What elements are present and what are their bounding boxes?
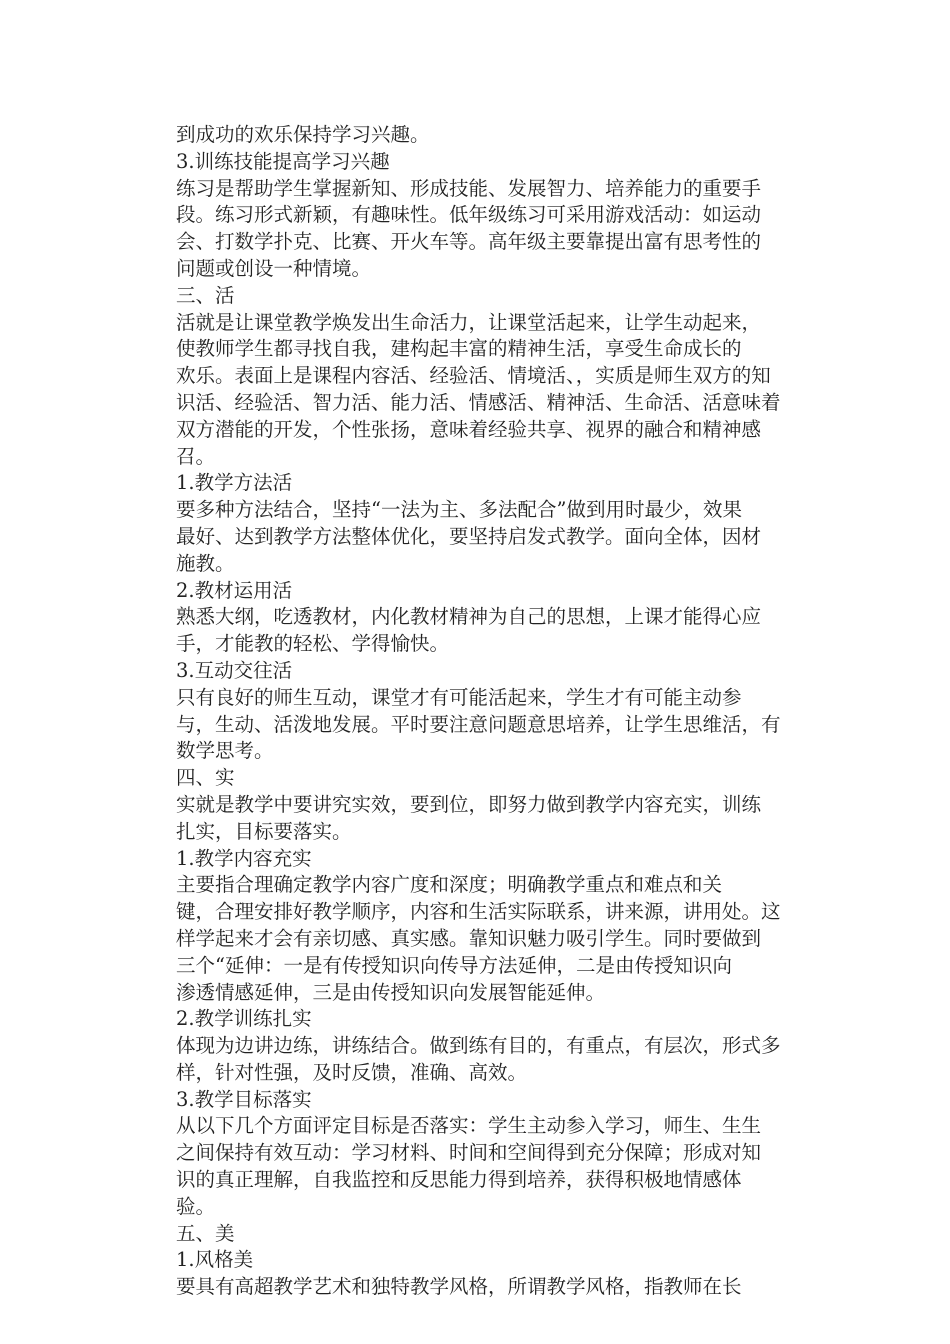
section-heading: 四、实 <box>176 766 235 790</box>
text-line: 三个“延伸：一是有传授知识向传导方法延伸，二是由传授知识向 <box>176 953 732 977</box>
section-heading: 1.教学方法活 <box>176 471 293 495</box>
section-heading: 3.训练技能提高学习兴趣 <box>176 149 390 173</box>
text-line: 识的真正理解，自我监控和反思能力得到培养，获得积极地情感体 <box>176 1168 742 1192</box>
text-line: 双方潜能的开发，个性张扬，意味着经验共享、视界的融合和精神感 <box>176 417 762 441</box>
text-line: 手，才能教的轻松、学得愉快。 <box>176 632 450 656</box>
section-heading: 三、活 <box>176 283 235 307</box>
section-heading: 2.教材运用活 <box>176 578 293 602</box>
section-heading: 2.教学训练扎实 <box>176 1007 312 1031</box>
text-line: 到成功的欢乐保持学习兴趣。 <box>176 123 430 146</box>
text-line: 识活、经验活、智力活、能力活、情感活、精神活、生命活、活意味着 <box>176 390 781 414</box>
text-line: 数学思考。 <box>176 739 274 763</box>
text-line: 要多种方法结合，坚持“一法为主、多法配合”做到用时最少，效果 <box>176 498 742 522</box>
text-line: 施教。 <box>176 551 235 575</box>
text-line: 体现为边讲边练，讲练结合。做到练有目的，有重点，有层次，形式多 <box>176 1034 781 1058</box>
text-line: 使教师学生都寻找自我，建构起丰富的精神生活，享受生命成长的 <box>176 337 742 361</box>
text-line: 召。 <box>176 444 216 468</box>
text-line: 段。练习形式新颖，有趣味性。低年级练习可采用游戏活动：如运动 <box>176 203 762 227</box>
text-line: 要具有高超教学艺术和独特教学风格，所谓教学风格，指教师在长 <box>176 1275 742 1299</box>
section-heading: 1.教学内容充实 <box>176 846 312 870</box>
text-line: 扎实，目标要落实。 <box>176 819 352 843</box>
text-line: 练习是帮助学生掌握新知、形成技能、发展智力、培养能力的重要手 <box>176 176 762 200</box>
text-line: 样，针对性强，及时反馈，准确、高效。 <box>176 1060 528 1084</box>
text-line: 活就是让课堂教学焕发出生命活力，让课堂活起来，让学生动起来， <box>176 310 762 334</box>
section-heading: 五、美 <box>176 1221 235 1245</box>
text-line: 主要指合理确定教学内容广度和深度；明确教学重点和难点和关 <box>176 873 723 897</box>
text-line: 欢乐。表面上是课程内容活、经验活、情境活、，实质是师生双方的知 <box>176 364 771 388</box>
text-line: 之间保持有效互动：学习材料、时间和空间得到充分保障；形成对知 <box>176 1141 762 1165</box>
text-line: 问题或创设一种情境。 <box>176 256 372 280</box>
document-page <box>176 122 804 1301</box>
text-line: 会、打数学扑克、比赛、开火车等。高年级主要靠提出富有思考性的 <box>176 230 762 254</box>
section-heading: 3.互动交往活 <box>176 658 293 682</box>
text-line: 从以下几个方面评定目标是否落实：学生主动参入学习，师生、生生 <box>176 1114 762 1138</box>
text-line: 验。 <box>176 1194 216 1218</box>
section-heading: 3.教学目标落实 <box>176 1087 312 1111</box>
text-line: 最好、达到教学方法整体优化，要坚持启发式教学。面向全体，因材 <box>176 524 762 548</box>
text-line: 只有良好的师生互动，课堂才有可能活起来，学生才有可能主动参 <box>176 685 742 709</box>
text-line: 实就是教学中要讲究实效，要到位，即努力做到教学内容充实，训练 <box>176 792 762 816</box>
text-line: 样学起来才会有亲切感、真实感。靠知识魅力吸引学生。同时要做到 <box>176 926 762 950</box>
text-line: 键，合理安排好教学顺序，内容和生活实际联系，讲来源，讲用处。这 <box>176 900 781 924</box>
text-line: 与，生动、活泼地发展。平时要注意问题意思培养，让学生思维活，有 <box>176 712 781 736</box>
text-line: 渗透情感延伸，三是由传授知识向发展智能延伸。 <box>176 980 606 1004</box>
text-line: 熟悉大纲，吃透教材，内化教材精神为自己的思想，上课才能得心应 <box>176 605 762 629</box>
section-heading: 1.风格美 <box>176 1248 254 1272</box>
